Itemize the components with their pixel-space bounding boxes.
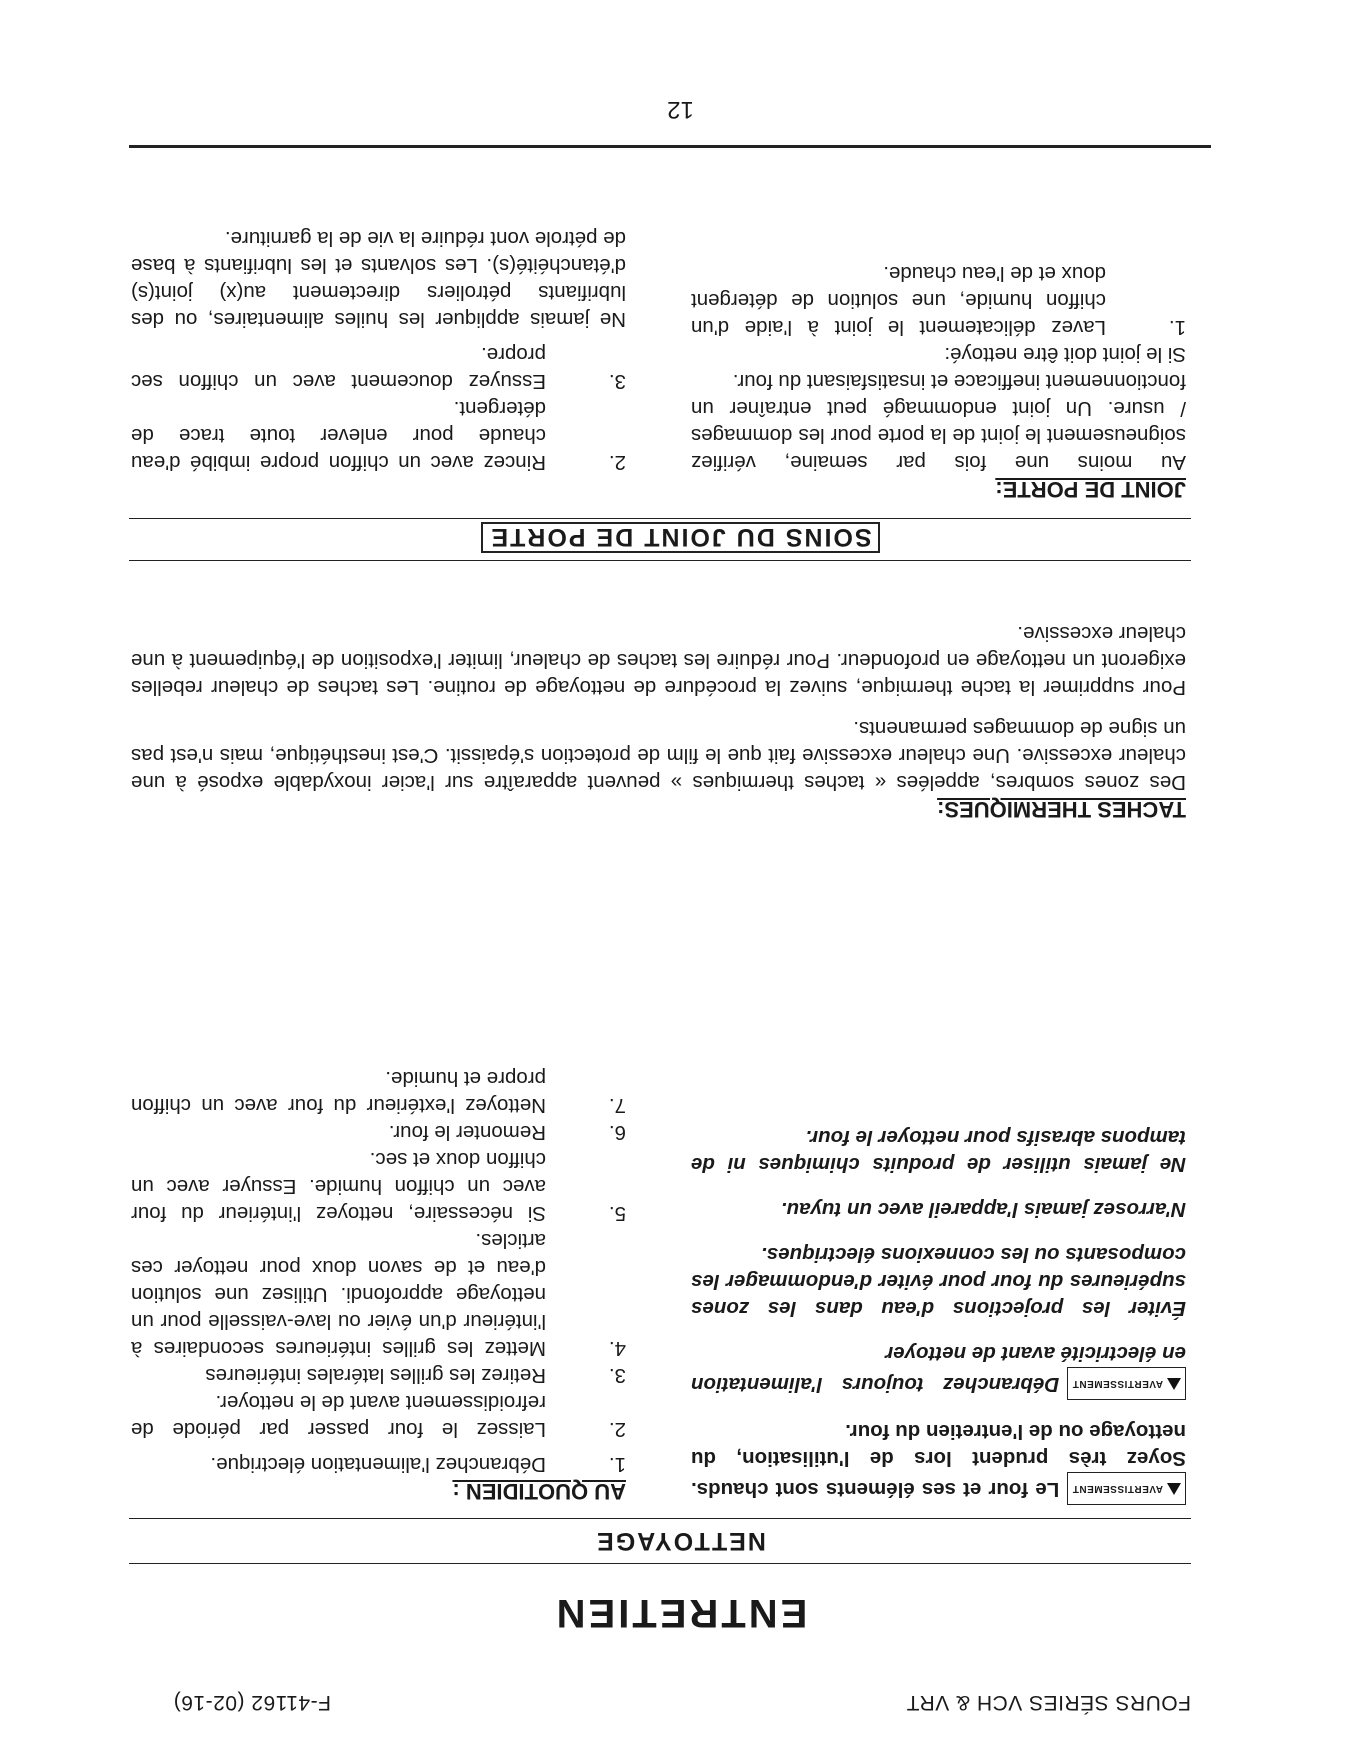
page-title: ENTRETIEN xyxy=(553,1591,808,1635)
warning-hot: AVERTISSEMENTLe four et ses éléments sont chauds. Soyez très prudent lors de l'utilisation, du nettoyage ou de l'entretien du four. xyxy=(691,1418,1186,1505)
section-title-nettoyage: NETTOYAGE xyxy=(595,1527,766,1555)
warnings-column xyxy=(691,1124,1186,1505)
gasket-right-column xyxy=(131,225,626,476)
gasket-left-column xyxy=(691,260,1186,503)
heat-stains-section xyxy=(131,620,1186,823)
list-item: 1. Lavez délicatement le joint à l'aide d'un chiffon humide, une solution de détergent doux et de l'eau chaude. xyxy=(691,262,1186,339)
header-form-number: F-41162 (02-16) xyxy=(173,1691,331,1714)
list-item: 3. Essuyez doucement avec un chiffon sec propre. xyxy=(131,343,626,393)
caution-hose: N'arrosez jamais l'appareil avec un tuyau. xyxy=(780,1198,1186,1221)
section-title-joint: SOINS DU JOINT DE PORTE xyxy=(0,522,1361,553)
divider xyxy=(129,560,1191,561)
heat-stains-heading: TACHES THERMIQUES: xyxy=(937,797,1186,822)
list-item: 1. Débranchez l'alimentation électrique. xyxy=(210,1453,626,1476)
warning-badge: AVERTISSEMENT xyxy=(1067,1367,1186,1400)
caution-water: Éviter les projections d'eau dans les zones supérieures du four pour éviter d'endommager les composants ou les connexions électriques. xyxy=(691,1243,1186,1320)
heat-stains-paragraph: Pour supprimer la tache thermique, suivez la procédure de nettoyage de routine. Les taches de chaleur rebelles exigeront un nettoyage en profondeur. Pour réduire les taches de chaleur, limiter l'exposition de l'équipement à une chaleur excessive. xyxy=(131,622,1186,699)
gasket-paragraph: Si le joint doit être nettoyé: xyxy=(944,343,1186,366)
list-item: 2. Rincez avec un chiffon propre imbibé d'eau chaude pour enlever toute trace de détergent. xyxy=(131,397,626,474)
gasket-paragraph: Au moins une fois par semaine, vérifiez soigneusement le joint de la porte pour les dommages / usure. Un joint endommagé peut entraîner un fonctionnement inefficace et insatisfaisant du four. xyxy=(691,370,1186,474)
daily-column xyxy=(131,1065,626,1505)
list-item: 2. Laissez le four passer par période de refroidissement avant de le nettoyer. xyxy=(131,1391,626,1441)
warning-unplug: AVERTISSEMENTDébranchez toujours l'alimentation en électricité avant de nettoyer xyxy=(691,1340,1186,1400)
daily-heading: AU QUOTIDIEN : xyxy=(452,1479,626,1504)
divider xyxy=(129,518,1191,519)
footer-divider xyxy=(129,145,1211,148)
list-item: 6. Remonter le four. xyxy=(388,1121,626,1144)
divider xyxy=(129,1563,1191,1564)
warning-triangle-icon xyxy=(1167,1378,1181,1390)
heat-stains-paragraph: Des zones sombres, appelées « taches thermiques » peuvent apparaître sur l'acier inoxydable exposé à une chaleur excessive. Une chaleur excessive fait que le film de protection s'épaissit. C'est inesthétique, mais n'est pas un signe de dommages permanents. xyxy=(131,717,1186,794)
list-item: 3. Retirez les grilles latérales intérieures xyxy=(205,1364,626,1387)
list-item: 7. Nettoyez l'extérieur du four avec un chiffon propre et humide. xyxy=(131,1067,626,1117)
warning-badge: AVERTISSEMENT xyxy=(1067,1472,1186,1505)
list-item: 5. Si nécessaire, nettoyez l'intérieur du four avec un chiffon humide. Essuyer avec un chiffon doux et sec. xyxy=(131,1148,626,1225)
warning-triangle-icon xyxy=(1167,1483,1181,1495)
list-item: 4. Mettez les grilles intérieures secondaires à l'intérieur d'un évier ou lave-vaisselle pour un nettoyage approfondi. Utilisez une solution d'eau et de savon doux pour nettoyer ces articles. xyxy=(131,1229,626,1360)
caution-chemicals: Ne jamais utiliser de produits chimiques ni de tampons abrasifs pour nettoyer le four. xyxy=(691,1126,1186,1176)
divider xyxy=(129,1518,1191,1519)
gasket-note: Ne jamais appliquer les huiles alimentaires, ou des lubrifiants pétroliers directement au(x) joint(s) d'étanchéité(s). Les solvants et les lubrifiants à base de pétrole vont réduire la vie de la garniture. xyxy=(131,227,626,331)
page-number: 12 xyxy=(667,96,694,123)
gasket-heading: JOINT DE PORTE: xyxy=(995,477,1186,502)
header-series: FOURS SÉRIES VCH & VRT xyxy=(906,1691,1191,1714)
